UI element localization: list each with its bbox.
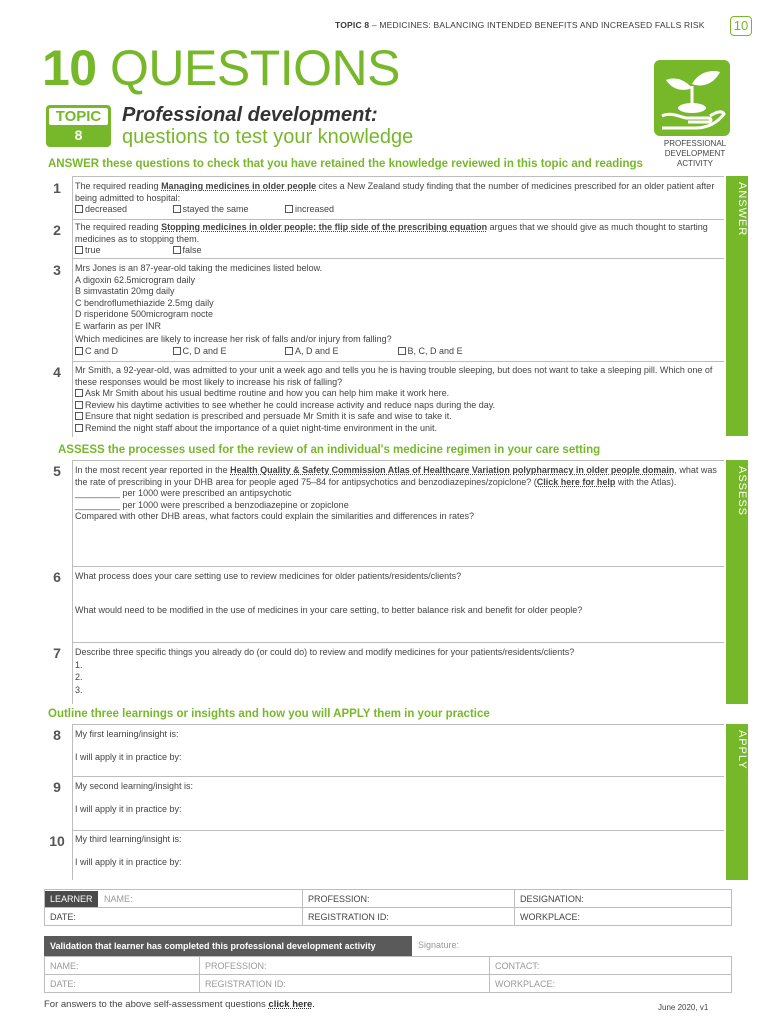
q2-option-1-label: true <box>85 245 101 255</box>
pd-line2: DEVELOPMENT <box>664 149 726 158</box>
q1-option-2[interactable] <box>173 204 283 216</box>
q2-option-2-label: false <box>182 245 202 255</box>
answer-section-heading: ANSWER these questions to check that you have retained the knowledge reviewed in this topic and readings <box>48 158 643 170</box>
page-title <box>42 40 400 96</box>
topic-badge-number: 8 <box>74 127 83 143</box>
checkbox-icon[interactable] <box>173 347 181 355</box>
validator-details-form <box>44 956 732 993</box>
q5-pre: In the most recent year reported in the <box>75 465 231 475</box>
pd-activity-label <box>650 139 740 169</box>
validator-date-label: DATE: <box>50 978 76 989</box>
learner-designation-cell[interactable] <box>515 890 732 908</box>
q3-number: 3 <box>53 262 61 278</box>
page-number: 10 <box>730 16 752 36</box>
q4-text <box>75 365 725 434</box>
q1-number: 1 <box>53 180 61 196</box>
topic-label: TOPIC 8 <box>335 20 370 30</box>
answers-link[interactable]: click here <box>268 999 313 1010</box>
q3-option-2-label: C, D and E <box>182 345 227 356</box>
checkbox-icon[interactable] <box>75 424 83 432</box>
q8-number: 8 <box>53 727 61 743</box>
checkbox-icon[interactable] <box>398 347 406 355</box>
q5-number: 5 <box>53 463 61 479</box>
q4-option-2[interactable] <box>75 400 725 412</box>
workplace-label: WORKPLACE: <box>520 911 581 922</box>
learner-date-cell[interactable] <box>45 908 303 926</box>
date-label: DATE: <box>50 911 76 922</box>
q3-med-a: A digoxin 62.5microgram daily <box>75 274 196 285</box>
q9-learning-label: My second learning/insight is: <box>75 781 194 791</box>
q4-number: 4 <box>53 364 61 380</box>
validator-registration-label: REGISTRATION ID: <box>205 978 286 989</box>
checkbox-icon[interactable] <box>75 347 83 355</box>
q1-option-2-label: stayed the same <box>182 204 249 214</box>
q10-learning-label: My third learning/insight is: <box>75 834 182 844</box>
q1-post: cites a New Zealand study finding that the number of medicines prescribed for an older patient after being admitted to hospital: <box>75 181 715 203</box>
title-number: 10 <box>42 40 97 96</box>
q9-number: 9 <box>53 779 61 795</box>
designation-label: DESIGNATION: <box>520 893 584 904</box>
learner-details-form <box>44 889 732 926</box>
validator-name-label: NAME: <box>50 960 79 971</box>
q2-option-1[interactable] <box>75 245 170 257</box>
signature-label[interactable]: Signature: <box>418 940 460 950</box>
q8-apply-label: I will apply it in practice by: <box>75 752 182 762</box>
q7-item-2[interactable]: 2. <box>75 672 83 682</box>
validator-profession-label: PROFESSION: <box>205 960 267 971</box>
validator-contact-cell[interactable] <box>490 957 732 975</box>
q2-pre: The required reading <box>75 222 162 232</box>
q4-option-1[interactable] <box>75 388 725 400</box>
q5-post: with the Atlas). <box>615 476 677 487</box>
running-header <box>335 20 750 36</box>
q3-med-e: E warfarin as per INR <box>75 320 162 331</box>
checkbox-icon[interactable] <box>173 205 181 213</box>
q1-option-1[interactable] <box>75 204 170 216</box>
topic-badge <box>46 105 111 147</box>
assess-tab-label: ASSESS <box>736 466 748 517</box>
q1-reading-link[interactable]: Managing medicines in older people <box>161 181 317 191</box>
q1-option-3-label: increased <box>295 204 335 214</box>
validator-name-cell[interactable] <box>45 957 200 975</box>
title-word: QUESTIONS <box>110 40 401 96</box>
q4-option-3-label: Ensure that night sedation is prescribed and persuade Mr Smith it is safe and wise to take it. <box>85 411 452 421</box>
q2-number: 2 <box>53 222 61 238</box>
checkbox-icon[interactable] <box>75 205 83 213</box>
q3-option-4-label: B, C, D and E <box>407 345 463 356</box>
q10-number: 10 <box>49 833 65 849</box>
q4-question: Mr Smith, a 92-year-old, was admitted to your unit a week ago and tells you he is having trouble sleeping, but does not want to take a sleeping pill. Which one of these responses would be most likely to increase his risk of falling? <box>75 365 713 387</box>
validator-contact-label: CONTACT: <box>495 960 540 971</box>
checkbox-icon[interactable] <box>285 205 293 213</box>
registration-label: REGISTRATION ID: <box>308 911 389 922</box>
q3-option-1[interactable] <box>75 346 170 358</box>
q6-part-b: What would need to be modified in the use of medicines in your care setting, to better balance risk and benefit for older people? <box>75 605 583 615</box>
q4-option-2-label: Review his daytime activities to see whether he could increase activity and reduce naps during the day. <box>85 399 496 410</box>
q7-question: Describe three specific things you already do (or could do) to review and modify medicines for your patients/residents/clients? <box>75 647 575 657</box>
q3-text <box>75 263 725 357</box>
profession-label: PROFESSION: <box>308 893 370 904</box>
q6-number: 6 <box>53 569 61 585</box>
assess-tab <box>726 460 748 704</box>
checkbox-icon[interactable] <box>75 246 83 254</box>
q7-item-3[interactable]: 3. <box>75 684 83 695</box>
pd-line1: PROFESSIONAL <box>663 139 727 148</box>
checkbox-icon[interactable] <box>173 246 181 254</box>
version-label: June 2020, v1 <box>658 1003 709 1012</box>
validation-bar: Validation that learner has completed this professional development activity <box>44 936 412 956</box>
q4-option-4[interactable] <box>75 423 725 435</box>
learner-workplace-cell[interactable] <box>515 908 732 926</box>
subtitle-line2: questions to test your knowledge <box>122 126 414 148</box>
q3-med-c: C bendroflumethiazide 2.5mg daily <box>75 297 214 308</box>
q3-option-1-label: C and D <box>85 345 119 356</box>
q5-benzodiazepine-line[interactable]: _________ per 1000 were prescribed a benzodiazepine or zopiclone <box>75 499 349 510</box>
validator-workplace-label: WORKPLACE: <box>495 978 556 989</box>
q9-apply-label: I will apply it in practice by: <box>75 804 182 814</box>
q3-med-b: B simvastatin 20mg daily <box>75 286 175 296</box>
learner-label: LEARNER <box>45 891 98 907</box>
answer-tab <box>726 176 748 436</box>
checkbox-icon[interactable] <box>75 412 83 420</box>
footer-text: For answers to the above self-assessment questions <box>44 999 269 1010</box>
q2-post: argues that we should give as much thought to starting medicines as to stopping them. <box>75 222 708 244</box>
checkbox-icon[interactable] <box>75 401 83 409</box>
apply-section-heading: Outline three learnings or insights and how you will APPLY them in your practice <box>48 708 490 720</box>
q6-part-a: What process does your care setting use to review medicines for older patients/residents/clients? <box>75 571 462 581</box>
apply-tab-label: APPLY <box>736 730 748 770</box>
q1-text <box>75 181 725 216</box>
q3-option-4[interactable] <box>398 346 463 358</box>
atlas-help-link[interactable]: Click here for help <box>536 476 616 487</box>
subtitle-line1: Professional development: <box>122 104 378 126</box>
validator-registration-cell[interactable] <box>200 975 490 993</box>
answer-tab-label: ANSWER <box>736 182 748 237</box>
q5-compare-question: Compared with other DHB areas, what factors could explain the similarities and differences in rates? <box>75 511 475 521</box>
q7-text <box>75 646 725 696</box>
q4-option-1-label: Ask Mr Smith about his usual bedtime routine and how you can help him make it work here. <box>85 388 450 398</box>
checkbox-icon[interactable] <box>285 347 293 355</box>
topic-badge-label: TOPIC <box>49 108 108 125</box>
learner-name-cell[interactable] <box>45 890 303 908</box>
atlas-link[interactable]: Health Quality & Safety Commission Atlas of Healthcare Variation polypharmacy in older people domain <box>230 465 675 475</box>
q3-intro: Mrs Jones is an 87-year-old taking the medicines listed below. <box>75 263 323 273</box>
q3-option-3[interactable] <box>285 346 395 358</box>
learner-profession-cell[interactable] <box>303 890 515 908</box>
q3-option-3-label: A, D and E <box>295 345 339 356</box>
validator-workplace-cell[interactable] <box>490 975 732 993</box>
apply-tab <box>726 724 748 880</box>
q5-text <box>75 465 725 523</box>
q3-question: Which medicines are likely to increase her risk of falls and/or injury from falling? <box>75 334 392 344</box>
assess-section-heading: ASSESS the processes used for the review of an individual's medicine regimen in your care setting <box>58 444 601 456</box>
seedling-in-hand-icon <box>652 58 732 138</box>
q3-med-d: D risperidone 500microgram nocte <box>75 309 214 319</box>
learner-name-label: NAME: <box>104 893 133 904</box>
q2-reading-link[interactable]: Stopping medicines in older people: the flip side of the prescribing equation <box>161 222 488 232</box>
q1-option-3[interactable] <box>285 204 334 216</box>
q1-option-1-label: decreased <box>85 204 128 214</box>
q4-option-4-label: Remind the night staff about the importance of a quiet night-time environment in the unit. <box>85 422 438 433</box>
learner-registration-cell[interactable] <box>303 908 515 926</box>
topic-title: – MEDICINES: BALANCING INTENDED BENEFITS AND INCREASED FALLS RISK <box>369 20 705 30</box>
q10-apply-label: I will apply it in practice by: <box>75 857 182 867</box>
checkbox-icon[interactable] <box>75 389 83 397</box>
q1-pre: The required reading <box>75 181 162 191</box>
q5-mid: , what was the rate of prescribing in your DHB area for people aged 75–84 for antipsychotics and benzodiazepines/zopiclone? ( <box>75 465 717 487</box>
q2-text <box>75 222 725 257</box>
validator-profession-cell[interactable] <box>200 957 490 975</box>
footer-answers <box>44 999 315 1010</box>
q8-learning-label: My first learning/insight is: <box>75 729 179 739</box>
q2-option-2[interactable] <box>173 245 202 257</box>
q3-option-2[interactable] <box>173 346 283 358</box>
q4-option-3[interactable] <box>75 411 725 423</box>
q7-item-1[interactable]: 1. <box>75 659 83 670</box>
q5-antipsychotic-line[interactable]: _________ per 1000 were prescribed an antipsychotic <box>75 488 292 498</box>
validator-date-cell[interactable] <box>45 975 200 993</box>
footer-period: . <box>312 999 315 1010</box>
pd-line3: ACTIVITY <box>676 159 713 168</box>
q7-number: 7 <box>53 645 61 661</box>
